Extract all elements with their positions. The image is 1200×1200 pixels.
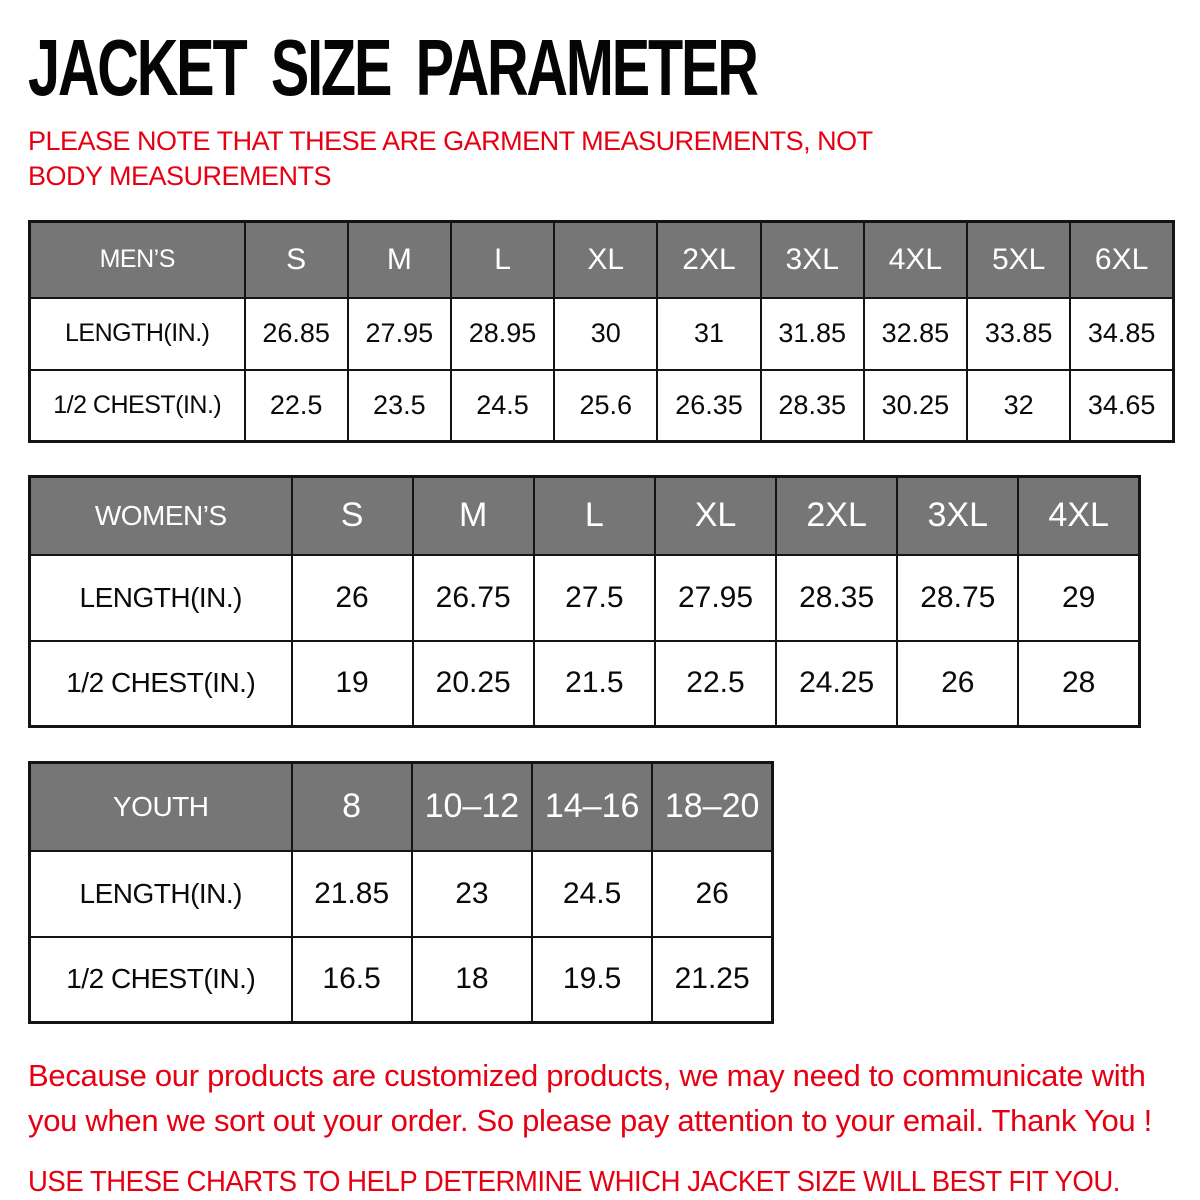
- measurement-value-cell: 30.25: [864, 370, 967, 442]
- measurement-value-cell: 21.5: [534, 641, 655, 727]
- table-category-label: YOUTH: [30, 763, 292, 851]
- measurement-value-cell: 34.65: [1070, 370, 1173, 442]
- measurement-value-cell: 30: [554, 298, 657, 370]
- size-header-cell: 2XL: [776, 477, 897, 555]
- measurement-value-cell: 24.5: [532, 851, 652, 937]
- measurement-value-cell: 24.25: [776, 641, 897, 727]
- table-row-label: 1/2 CHEST(IN.): [30, 937, 292, 1023]
- size-header-cell: 8: [292, 763, 412, 851]
- table-row: [30, 937, 773, 1023]
- measurement-value-cell: 27.95: [348, 298, 451, 370]
- table-row: [30, 298, 1174, 370]
- measurement-value-cell: 26.85: [245, 298, 348, 370]
- measurement-value-cell: 16.5: [292, 937, 412, 1023]
- table-row-label: LENGTH(IN.): [30, 298, 245, 370]
- size-header-cell: 18–20: [652, 763, 772, 851]
- size-header-cell: 6XL: [1070, 222, 1173, 298]
- measurement-value-cell: 26: [897, 641, 1018, 727]
- size-header-cell: S: [292, 477, 413, 555]
- table-row-label: LENGTH(IN.): [30, 851, 292, 937]
- measurement-value-cell: 19: [292, 641, 413, 727]
- table-category-label: MEN’S: [30, 222, 245, 298]
- size-header-cell: 14–16: [532, 763, 652, 851]
- size-header-cell: M: [348, 222, 451, 298]
- measurement-value-cell: 23: [412, 851, 532, 937]
- measurement-value-cell: 22.5: [655, 641, 776, 727]
- table-row-label: LENGTH(IN.): [30, 555, 292, 641]
- table-category-label: WOMEN’S: [30, 477, 292, 555]
- measurement-value-cell: 29: [1018, 555, 1139, 641]
- measurement-value-cell: 28.35: [776, 555, 897, 641]
- size-table-mens: [28, 220, 1175, 443]
- size-header-cell: 5XL: [967, 222, 1070, 298]
- measurement-value-cell: 20.25: [413, 641, 534, 727]
- size-header-cell: 4XL: [864, 222, 967, 298]
- measurement-value-cell: 31: [657, 298, 760, 370]
- measurement-value-cell: 26: [292, 555, 413, 641]
- garment-measurement-note: PLEASE NOTE THAT THESE ARE GARMENT MEASUREMENTS, NOT BODY MEASUREMENTS: [28, 126, 873, 192]
- measurement-value-cell: 18: [412, 937, 532, 1023]
- table-header-row: [30, 477, 1140, 555]
- measurement-value-cell: 21.85: [292, 851, 412, 937]
- measurement-value-cell: 24.5: [451, 370, 554, 442]
- measurement-value-cell: 21.25: [652, 937, 772, 1023]
- measurement-value-cell: 34.85: [1070, 298, 1173, 370]
- measurement-value-cell: 22.5: [245, 370, 348, 442]
- measurement-value-cell: 26.35: [657, 370, 760, 442]
- measurement-value-cell: 28.75: [897, 555, 1018, 641]
- measurement-value-cell: 28.95: [451, 298, 554, 370]
- size-table: [28, 475, 1141, 728]
- measurement-value-cell: 32.85: [864, 298, 967, 370]
- measurement-value-cell: 26: [652, 851, 772, 937]
- chart-usage-instruction: USE THESE CHARTS TO HELP DETERMINE WHICH JACKET SIZE WILL BEST FIT YOU.: [28, 1166, 1120, 1199]
- size-header-cell: L: [451, 222, 554, 298]
- table-header-row: [30, 763, 773, 851]
- measurement-value-cell: 28.35: [761, 370, 864, 442]
- size-header-cell: S: [245, 222, 348, 298]
- size-header-cell: 3XL: [761, 222, 864, 298]
- customization-notice: Because our products are customized products, we may need to communicate with you when we sort out your order. So please pay attention to your email. Thank You !: [28, 1058, 1152, 1139]
- measurement-value-cell: 27.95: [655, 555, 776, 641]
- size-table: [28, 761, 774, 1024]
- measurement-value-cell: 33.85: [967, 298, 1070, 370]
- measurement-value-cell: 31.85: [761, 298, 864, 370]
- measurement-value-cell: 23.5: [348, 370, 451, 442]
- measurement-value-cell: 25.6: [554, 370, 657, 442]
- measurement-value-cell: 26.75: [413, 555, 534, 641]
- measurement-value-cell: 27.5: [534, 555, 655, 641]
- measurement-value-cell: 19.5: [532, 937, 652, 1023]
- measurement-value-cell: 28: [1018, 641, 1139, 727]
- size-header-cell: 2XL: [657, 222, 760, 298]
- size-header-cell: 4XL: [1018, 477, 1139, 555]
- size-table: [28, 220, 1175, 443]
- table-header-row: [30, 222, 1174, 298]
- size-header-cell: XL: [655, 477, 776, 555]
- size-header-cell: XL: [554, 222, 657, 298]
- table-row: [30, 641, 1140, 727]
- table-row: [30, 555, 1140, 641]
- size-header-cell: 10–12: [412, 763, 532, 851]
- measurement-value-cell: 32: [967, 370, 1070, 442]
- size-header-cell: L: [534, 477, 655, 555]
- size-table-womens: [28, 475, 1175, 728]
- table-row: [30, 370, 1174, 442]
- size-header-cell: 3XL: [897, 477, 1018, 555]
- size-table-youth: [28, 761, 1175, 1024]
- page-title: JACKET SIZE PARAMETER: [28, 23, 757, 112]
- table-row-label: 1/2 CHEST(IN.): [30, 641, 292, 727]
- table-row: [30, 851, 773, 937]
- table-row-label: 1/2 CHEST(IN.): [30, 370, 245, 442]
- size-header-cell: M: [413, 477, 534, 555]
